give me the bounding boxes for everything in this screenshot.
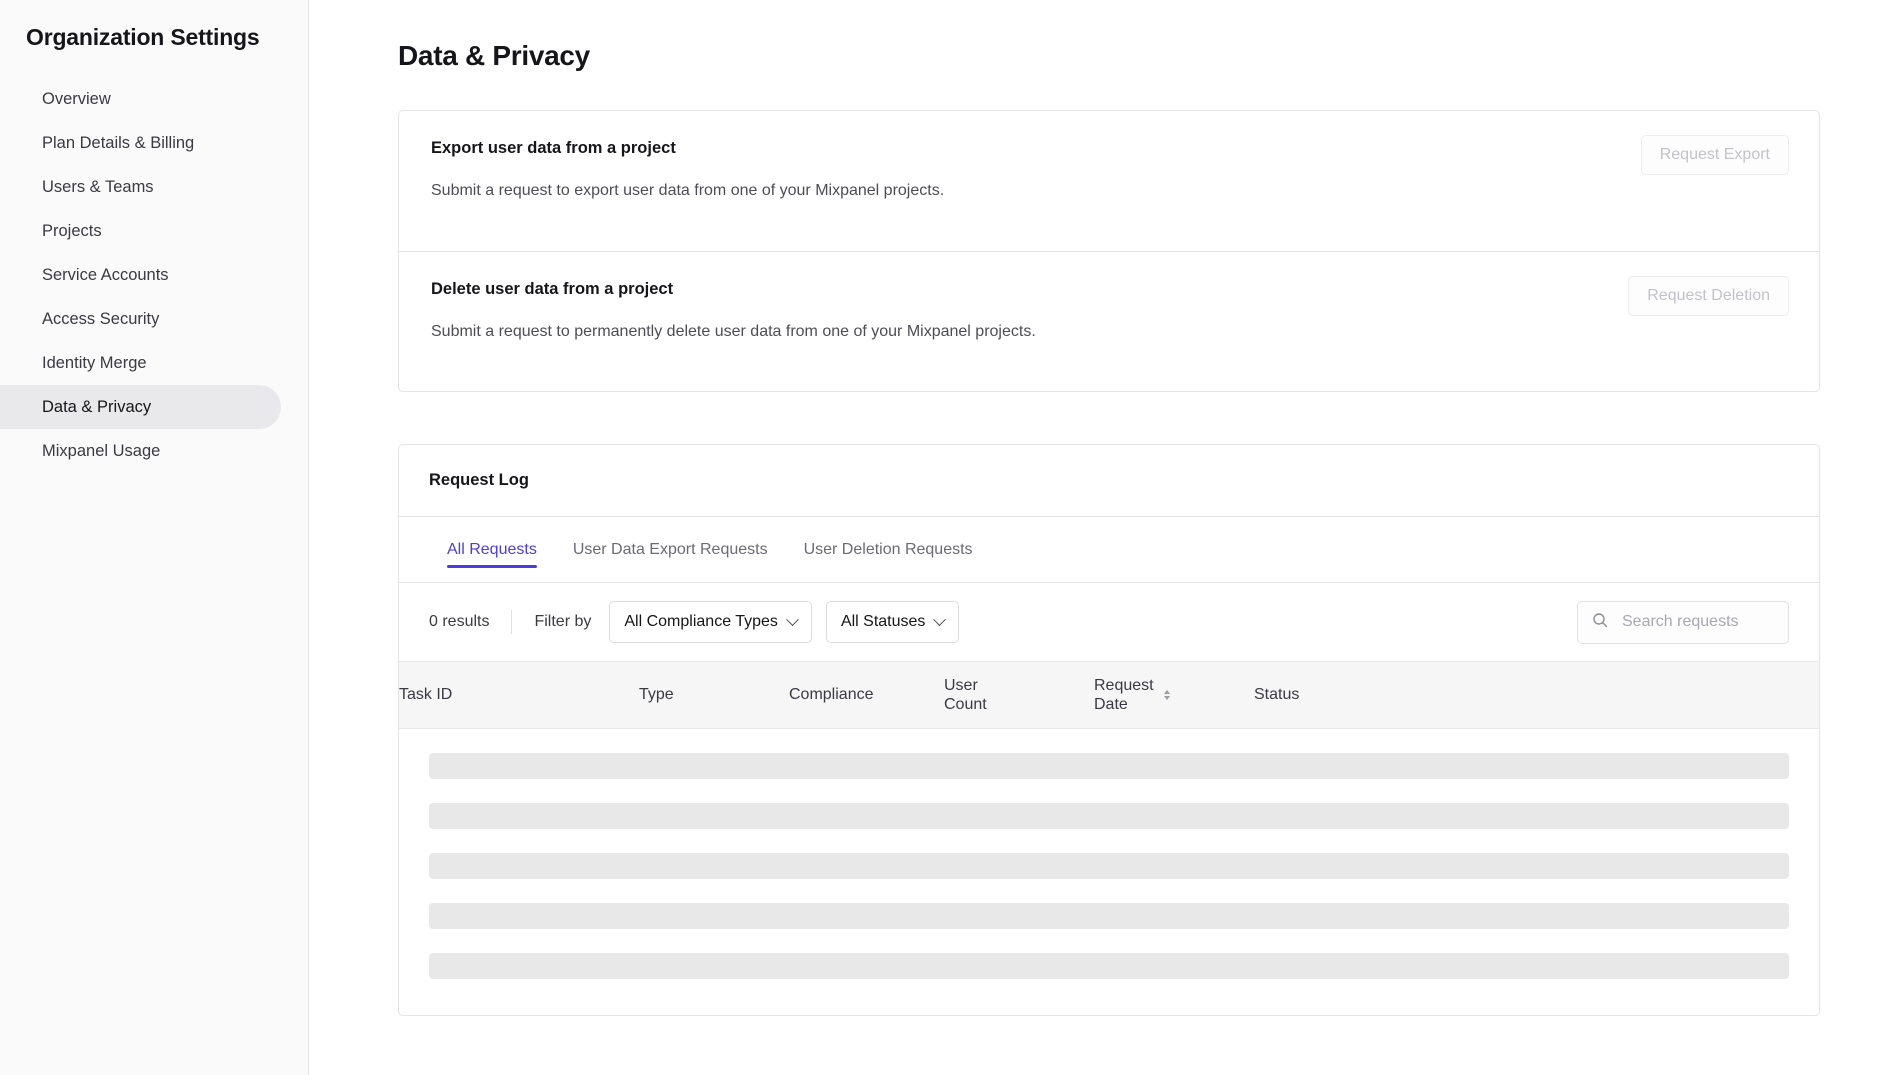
chevron-down-icon — [786, 613, 799, 626]
column-label-2: Count — [944, 696, 987, 714]
search-icon — [1592, 612, 1608, 633]
column-label: Compliance — [789, 686, 874, 704]
tab-user-data-export-requests[interactable] — [555, 517, 786, 582]
sidebar-item-label: Users & Teams — [42, 177, 154, 196]
column-label: Type — [639, 686, 674, 704]
sidebar-item-identity-merge[interactable] — [0, 341, 281, 385]
delete-request-description: Submit a request to permanently delete user data from one of your Mixpanel projects. — [431, 323, 1036, 340]
search-requests-box[interactable] — [1577, 601, 1789, 644]
sidebar-item-label: Service Accounts — [42, 265, 169, 284]
skeleton-row — [429, 803, 1789, 829]
requests-table — [399, 661, 1819, 729]
request-deletion-button[interactable]: Request Deletion — [1628, 276, 1789, 316]
compliance-type-filter-value: All Compliance Types — [624, 613, 778, 630]
skeleton-row — [429, 903, 1789, 929]
export-request-title: Export user data from a project — [431, 139, 676, 157]
sidebar-item-service-accounts[interactable] — [0, 253, 281, 297]
sidebar-item-label: Overview — [42, 89, 111, 108]
filter-by-label: Filter by — [534, 613, 592, 630]
sidebar — [0, 0, 309, 1075]
sidebar-item-plan-details-billing[interactable] — [0, 121, 281, 165]
status-filter-value: All Statuses — [840, 613, 926, 630]
request-log-title: Request Log — [399, 445, 1819, 517]
delete-request-title: Delete user data from a project — [431, 280, 674, 298]
column-status[interactable] — [1254, 662, 1819, 729]
tab-user-deletion-requests[interactable] — [786, 517, 991, 582]
export-request-description: Submit a request to export user data from one of your Mixpanel projects. — [431, 182, 945, 199]
column-label: Request — [1094, 677, 1154, 694]
tab-label: User Deletion Requests — [803, 540, 973, 558]
table-loading-placeholder — [399, 729, 1819, 1015]
skeleton-row — [429, 753, 1789, 779]
column-task-id[interactable] — [399, 662, 639, 729]
search-input[interactable] — [1620, 612, 1774, 632]
skeleton-row — [429, 853, 1789, 879]
column-compliance[interactable] — [789, 662, 944, 729]
column-label: Task ID — [399, 686, 453, 704]
sidebar-item-overview[interactable] — [0, 77, 281, 121]
column-request-date[interactable] — [1094, 662, 1254, 729]
requests-table-header — [399, 662, 1819, 729]
sidebar-item-projects[interactable] — [0, 209, 281, 253]
sidebar-item-label: Data & Privacy — [42, 397, 152, 416]
column-type[interactable] — [639, 662, 789, 729]
column-label: User — [944, 677, 978, 694]
table-header-row — [399, 662, 1819, 729]
sidebar-nav — [0, 77, 308, 473]
page-title: Data & Privacy — [398, 40, 590, 71]
chevron-down-icon — [934, 613, 947, 626]
status-filter[interactable] — [826, 601, 959, 643]
request-log-tabs — [399, 517, 1819, 583]
sidebar-item-data-privacy[interactable] — [0, 385, 281, 429]
delete-request-row — [399, 251, 1819, 391]
toolbar-divider — [511, 610, 512, 634]
sidebar-item-users-teams[interactable] — [0, 165, 281, 209]
sidebar-title: Organization Settings — [26, 24, 260, 50]
skeleton-row — [429, 953, 1789, 979]
sidebar-item-mixpanel-usage[interactable] — [0, 429, 281, 473]
tab-all-requests[interactable] — [429, 517, 555, 582]
column-label-2: Date — [1094, 696, 1128, 714]
sidebar-item-label: Mixpanel Usage — [42, 441, 161, 460]
data-requests-card — [398, 110, 1820, 392]
sidebar-item-access-security[interactable] — [0, 297, 281, 341]
request-log-card — [398, 444, 1820, 1016]
sort-icon[interactable] — [1162, 687, 1172, 703]
compliance-type-filter[interactable] — [609, 601, 812, 643]
request-log-toolbar — [399, 583, 1819, 661]
tab-label: User Data Export Requests — [572, 540, 768, 558]
column-label: Status — [1254, 686, 1300, 704]
sidebar-item-label: Projects — [42, 221, 102, 240]
tab-label: All Requests — [447, 540, 537, 558]
export-request-row — [399, 111, 1819, 251]
main-content — [309, 0, 1886, 1075]
column-user-count[interactable] — [944, 662, 1094, 729]
sidebar-item-label: Identity Merge — [42, 353, 147, 372]
sidebar-item-label: Access Security — [42, 309, 160, 328]
request-export-button[interactable]: Request Export — [1641, 135, 1789, 175]
sidebar-item-label: Plan Details & Billing — [42, 133, 195, 152]
results-count: 0 results — [429, 613, 490, 630]
